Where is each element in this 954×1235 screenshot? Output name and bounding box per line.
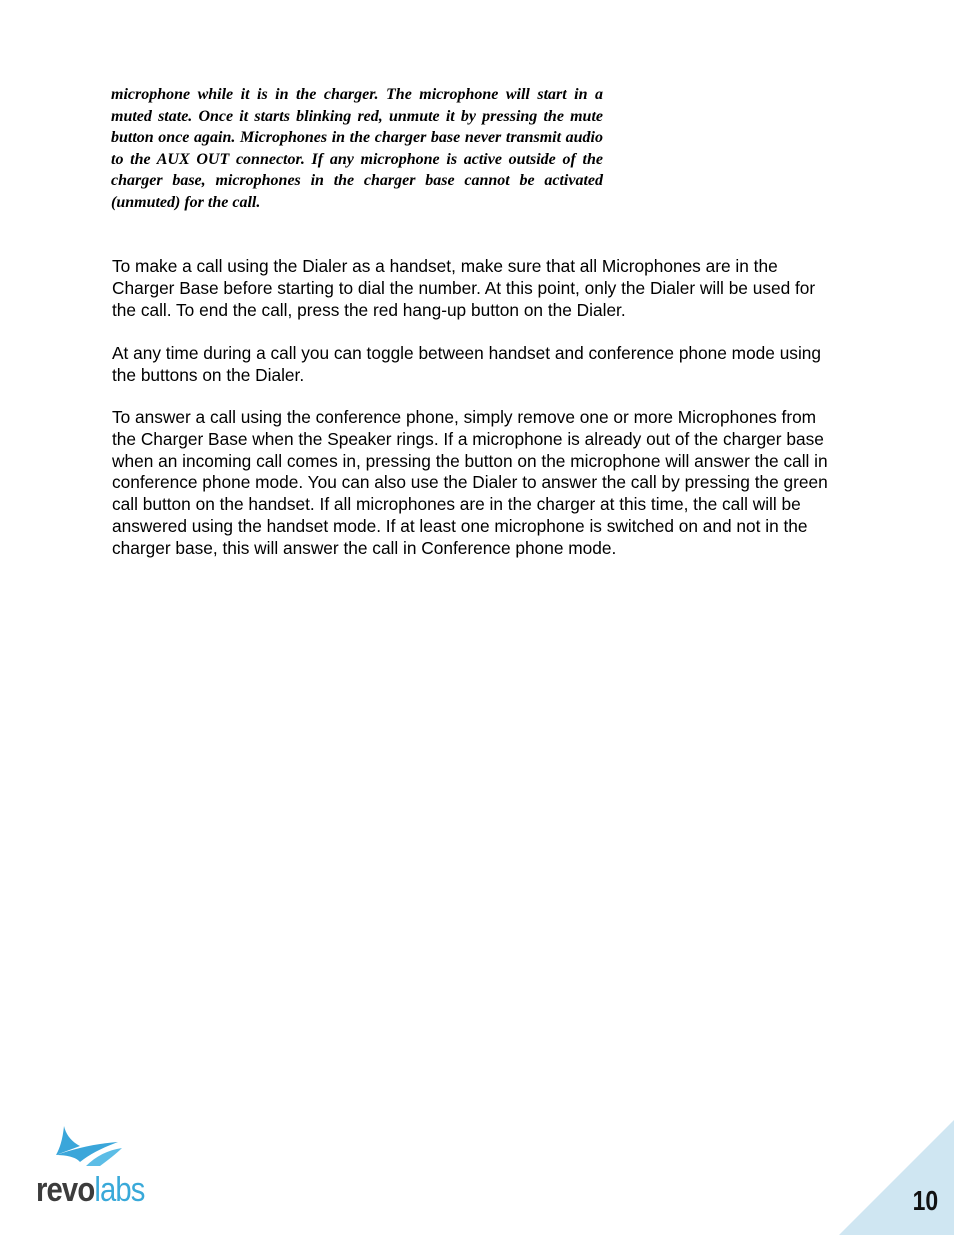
page-number: 10 <box>912 1185 938 1216</box>
corner-triangle <box>839 1120 954 1235</box>
logo-wordmark <box>36 1170 145 1210</box>
paragraph-toggle-mode: At any time during a call you can toggle between handset and conference phone mode using the buttons on the Dialer. <box>112 343 822 385</box>
paragraph-handset-call: To make a call using the Dialer as a handset, make sure that all Microphones are in the Charger Base before starting to dial the number. At this point, only the Dialer will be used for the call. To end the call, press the red hang-up button on the Dialer. <box>112 256 816 320</box>
paragraph-answer-call: To answer a call using the conference phone, simply remove one or more Microphones from the Charger Base when the Speaker rings. If a microphone is already out of the charger base when an incoming call comes in, pressing the button on the microphone will answer the call in conference phone mode. You can also use the Dialer to answer the call by pressing the green call button on the handset. If all microphones are in the charger at this time, the call will be answered using the handset mode. If at least one microphone is switched on and not in the charger base, this will answer the call in Conference phone mode. <box>112 407 828 558</box>
logo-word-labs: labs <box>94 1171 145 1209</box>
shark-fin-icon <box>36 1122 156 1174</box>
logo-word-revo: revo <box>36 1171 95 1209</box>
italic-note: microphone while it is in the charger. The microphone will start in a muted state. Once it starts blinking red, unmute it by pressing the mute button once again. Microphones in the charger base never transmit audio to the AUX OUT connector. If any microphone is active outside of the charger base, microphones in the charger base cannot be activated (unmuted) for the call. <box>111 86 603 211</box>
revolabs-logo <box>36 1122 156 1212</box>
